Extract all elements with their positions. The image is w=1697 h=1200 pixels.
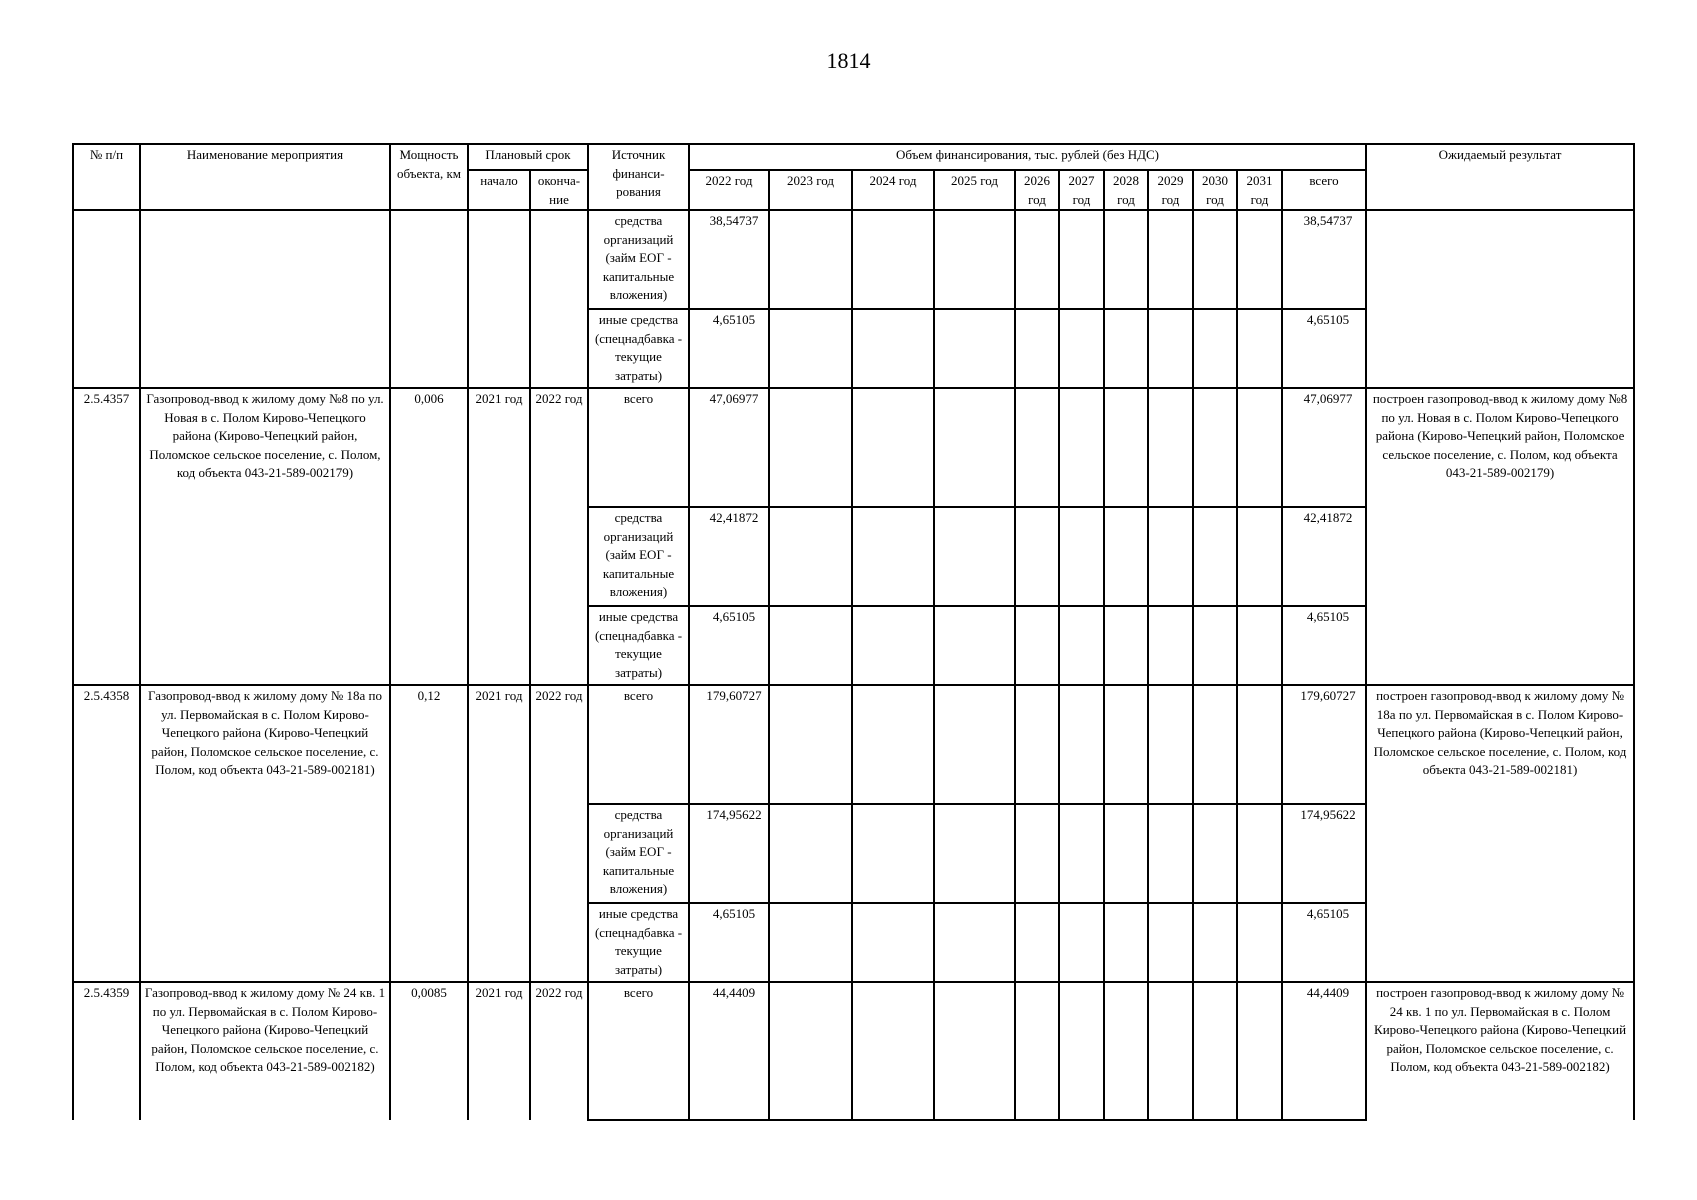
value-empty (1059, 685, 1104, 804)
value-empty (1104, 982, 1148, 1120)
source-cell: всего (588, 388, 689, 507)
num-cell: 2.5.4358 (73, 685, 140, 982)
value-empty (1148, 685, 1193, 804)
capacity-cell: 0,12 (390, 685, 468, 982)
value-empty (1059, 982, 1104, 1120)
capacity-cell: 0,0085 (390, 982, 468, 1120)
value-empty (1015, 210, 1059, 309)
value-empty (1059, 606, 1104, 685)
value-empty (1193, 982, 1237, 1120)
value-empty (852, 388, 934, 507)
header-year-2023: 2023 год (769, 170, 852, 210)
value-empty (934, 210, 1015, 309)
end-cell: 2022 год (530, 982, 588, 1120)
source-cell: всего (588, 982, 689, 1120)
name-cell: Газопровод-ввод к жилому дому № 18а по ул. Первомайская в с. Полом Кирово-Чепецкого района (Кирово-Чепецкий район, Поломское сельское поселение, с. Полом, код объекта 043-21-589-002181) (140, 685, 390, 982)
value-total: 47,06977 (1282, 388, 1366, 507)
end-cell (530, 210, 588, 388)
value-empty (934, 685, 1015, 804)
value-empty (769, 804, 852, 903)
value-total: 4,65105 (1282, 309, 1366, 388)
num-cell: 2.5.4357 (73, 388, 140, 685)
header-year-2027: 2027 год (1059, 170, 1104, 210)
header-term-end: оконча-ние (530, 170, 588, 210)
header-year-2029: 2029 год (1148, 170, 1193, 210)
value-empty (1148, 982, 1193, 1120)
value-empty (1104, 210, 1148, 309)
value-empty (1237, 685, 1282, 804)
value-empty (1059, 309, 1104, 388)
value-empty (1193, 210, 1237, 309)
value-empty (852, 507, 934, 606)
value-empty (1148, 507, 1193, 606)
name-cell: Газопровод-ввод к жилому дому № 24 кв. 1 по ул. Первомайская в с. Полом Кирово-Чепецкого района (Кирово-Чепецкий район, Поломское сельское поселение, с. Полом, код объекта 043-21-589-002182) (140, 982, 390, 1120)
value-empty (1104, 903, 1148, 982)
value-empty (1104, 685, 1148, 804)
value-empty (1015, 685, 1059, 804)
value-empty (1193, 606, 1237, 685)
result-cell: построен газопровод-ввод к жилому дому №8 по ул. Новая в с. Полом Кирово-Чепецкого района (Кирово-Чепецкий район, Поломское сельское поселение, с. Полом, код объекта 043-21-589-002179) (1366, 388, 1634, 685)
value-total: 4,65105 (1282, 903, 1366, 982)
value-empty (1104, 309, 1148, 388)
source-cell: всего (588, 685, 689, 804)
page-number: 1814 (826, 48, 871, 73)
name-cell: Газопровод-ввод к жилому дому №8 по ул. Новая в с. Полом Кирово-Чепецкого района (Кирово-Чепецкий район, Поломское сельское поселение, с. Полом, код объекта 043-21-589-002179) (140, 388, 390, 685)
end-cell: 2022 год (530, 685, 588, 982)
header-result: Ожидаемый результат (1366, 144, 1634, 210)
value-2022: 44,4409 (689, 982, 769, 1120)
source-cell: средства организаций (займ ЕОГ - капитальные вложения) (588, 210, 689, 309)
value-empty (934, 309, 1015, 388)
value-empty (1059, 804, 1104, 903)
value-empty (1015, 606, 1059, 685)
source-cell: средства организаций (займ ЕОГ - капитальные вложения) (588, 804, 689, 903)
value-empty (769, 388, 852, 507)
value-empty (1015, 903, 1059, 982)
table-row (73, 982, 1634, 1120)
value-empty (1237, 388, 1282, 507)
value-empty (1237, 606, 1282, 685)
value-empty (769, 606, 852, 685)
num-cell: 2.5.4359 (73, 982, 140, 1120)
value-empty (1059, 210, 1104, 309)
table-row (73, 685, 1634, 804)
header-year-2022: 2022 год (689, 170, 769, 210)
value-total: 38,54737 (1282, 210, 1366, 309)
value-empty (1237, 804, 1282, 903)
header-year-2025: 2025 год (934, 170, 1015, 210)
value-total: 179,60727 (1282, 685, 1366, 804)
value-empty (1148, 804, 1193, 903)
header-capacity: Мощность объекта, км (390, 144, 468, 210)
value-empty (852, 606, 934, 685)
value-empty (1237, 309, 1282, 388)
value-empty (852, 982, 934, 1120)
value-empty (934, 804, 1015, 903)
value-empty (934, 982, 1015, 1120)
value-empty (1104, 507, 1148, 606)
value-empty (769, 309, 852, 388)
value-total: 42,41872 (1282, 507, 1366, 606)
value-empty (1148, 903, 1193, 982)
name-cell (140, 210, 390, 388)
header-year-2026: 2026 год (1015, 170, 1059, 210)
header-term-start: начало (468, 170, 530, 210)
value-empty (852, 903, 934, 982)
value-2022: 179,60727 (689, 685, 769, 804)
capacity-cell (390, 210, 468, 388)
value-2022: 4,65105 (689, 309, 769, 388)
value-empty (1104, 804, 1148, 903)
result-cell (1366, 210, 1634, 388)
header-year-2031: 2031 год (1237, 170, 1282, 210)
value-empty (1015, 309, 1059, 388)
value-empty (1193, 903, 1237, 982)
value-2022: 42,41872 (689, 507, 769, 606)
source-cell: иные средства (спецнадбавка - текущие затраты) (588, 309, 689, 388)
start-cell (468, 210, 530, 388)
value-2022: 4,65105 (689, 903, 769, 982)
value-empty (1059, 903, 1104, 982)
source-cell: иные средства (спецнадбавка - текущие затраты) (588, 606, 689, 685)
value-empty (1148, 388, 1193, 507)
value-empty (1148, 210, 1193, 309)
value-empty (1104, 388, 1148, 507)
start-cell: 2021 год (468, 388, 530, 685)
result-cell: построен газопровод-ввод к жилому дому № 24 кв. 1 по ул. Первомайская в с. Полом Кирово-Чепецкого района (Кирово-Чепецкий район, Поломское сельское поселение, с. Полом, код объекта 043-21-589-002182) (1366, 982, 1634, 1120)
value-empty (934, 507, 1015, 606)
value-empty (1193, 804, 1237, 903)
value-empty (1104, 606, 1148, 685)
value-empty (769, 903, 852, 982)
capacity-cell: 0,006 (390, 388, 468, 685)
value-empty (769, 210, 852, 309)
value-empty (1015, 507, 1059, 606)
value-empty (1237, 982, 1282, 1120)
value-empty (769, 982, 852, 1120)
value-total: 44,4409 (1282, 982, 1366, 1120)
value-empty (1148, 309, 1193, 388)
num-cell (73, 210, 140, 388)
financing-plan-table (72, 143, 1635, 1121)
value-empty (1059, 507, 1104, 606)
header-term: Плановый срок (468, 144, 588, 170)
value-empty (852, 309, 934, 388)
value-empty (769, 685, 852, 804)
value-empty (1237, 210, 1282, 309)
header-source: Источник финанси-рования (588, 144, 689, 210)
value-empty (1193, 309, 1237, 388)
header-year-2030: 2030 год (1193, 170, 1237, 210)
value-total: 4,65105 (1282, 606, 1366, 685)
value-empty (934, 388, 1015, 507)
value-2022: 47,06977 (689, 388, 769, 507)
table-row (73, 210, 1634, 309)
value-empty (769, 507, 852, 606)
start-cell: 2021 год (468, 982, 530, 1120)
value-empty (1015, 982, 1059, 1120)
header-num: № п/п (73, 144, 140, 210)
end-cell: 2022 год (530, 388, 588, 685)
value-empty (852, 804, 934, 903)
header-row-1 (73, 144, 1634, 170)
table-row (73, 388, 1634, 507)
start-cell: 2021 год (468, 685, 530, 982)
value-empty (1237, 903, 1282, 982)
value-2022: 4,65105 (689, 606, 769, 685)
value-2022: 174,95622 (689, 804, 769, 903)
source-cell: иные средства (спецнадбавка - текущие затраты) (588, 903, 689, 982)
value-total: 174,95622 (1282, 804, 1366, 903)
value-empty (1237, 507, 1282, 606)
header-total: всего (1282, 170, 1366, 210)
value-empty (1193, 685, 1237, 804)
value-2022: 38,54737 (689, 210, 769, 309)
value-empty (1148, 606, 1193, 685)
value-empty (1193, 388, 1237, 507)
value-empty (1193, 507, 1237, 606)
header-year-2024: 2024 год (852, 170, 934, 210)
value-empty (934, 903, 1015, 982)
source-cell: средства организаций (займ ЕОГ - капитальные вложения) (588, 507, 689, 606)
header-year-2028: 2028 год (1104, 170, 1148, 210)
value-empty (1015, 804, 1059, 903)
result-cell: построен газопровод-ввод к жилому дому № 18а по ул. Первомайская в с. Полом Кирово-Чепецкого района (Кирово-Чепецкий район, Поломское сельское поселение, с. Полом, код объекта 043-21-589-002181) (1366, 685, 1634, 982)
value-empty (1015, 388, 1059, 507)
value-empty (1059, 388, 1104, 507)
value-empty (852, 210, 934, 309)
value-empty (934, 606, 1015, 685)
value-empty (852, 685, 934, 804)
header-financing: Объем финансирования, тыс. рублей (без НДС) (689, 144, 1366, 170)
header-name: Наименование мероприятия (140, 144, 390, 210)
